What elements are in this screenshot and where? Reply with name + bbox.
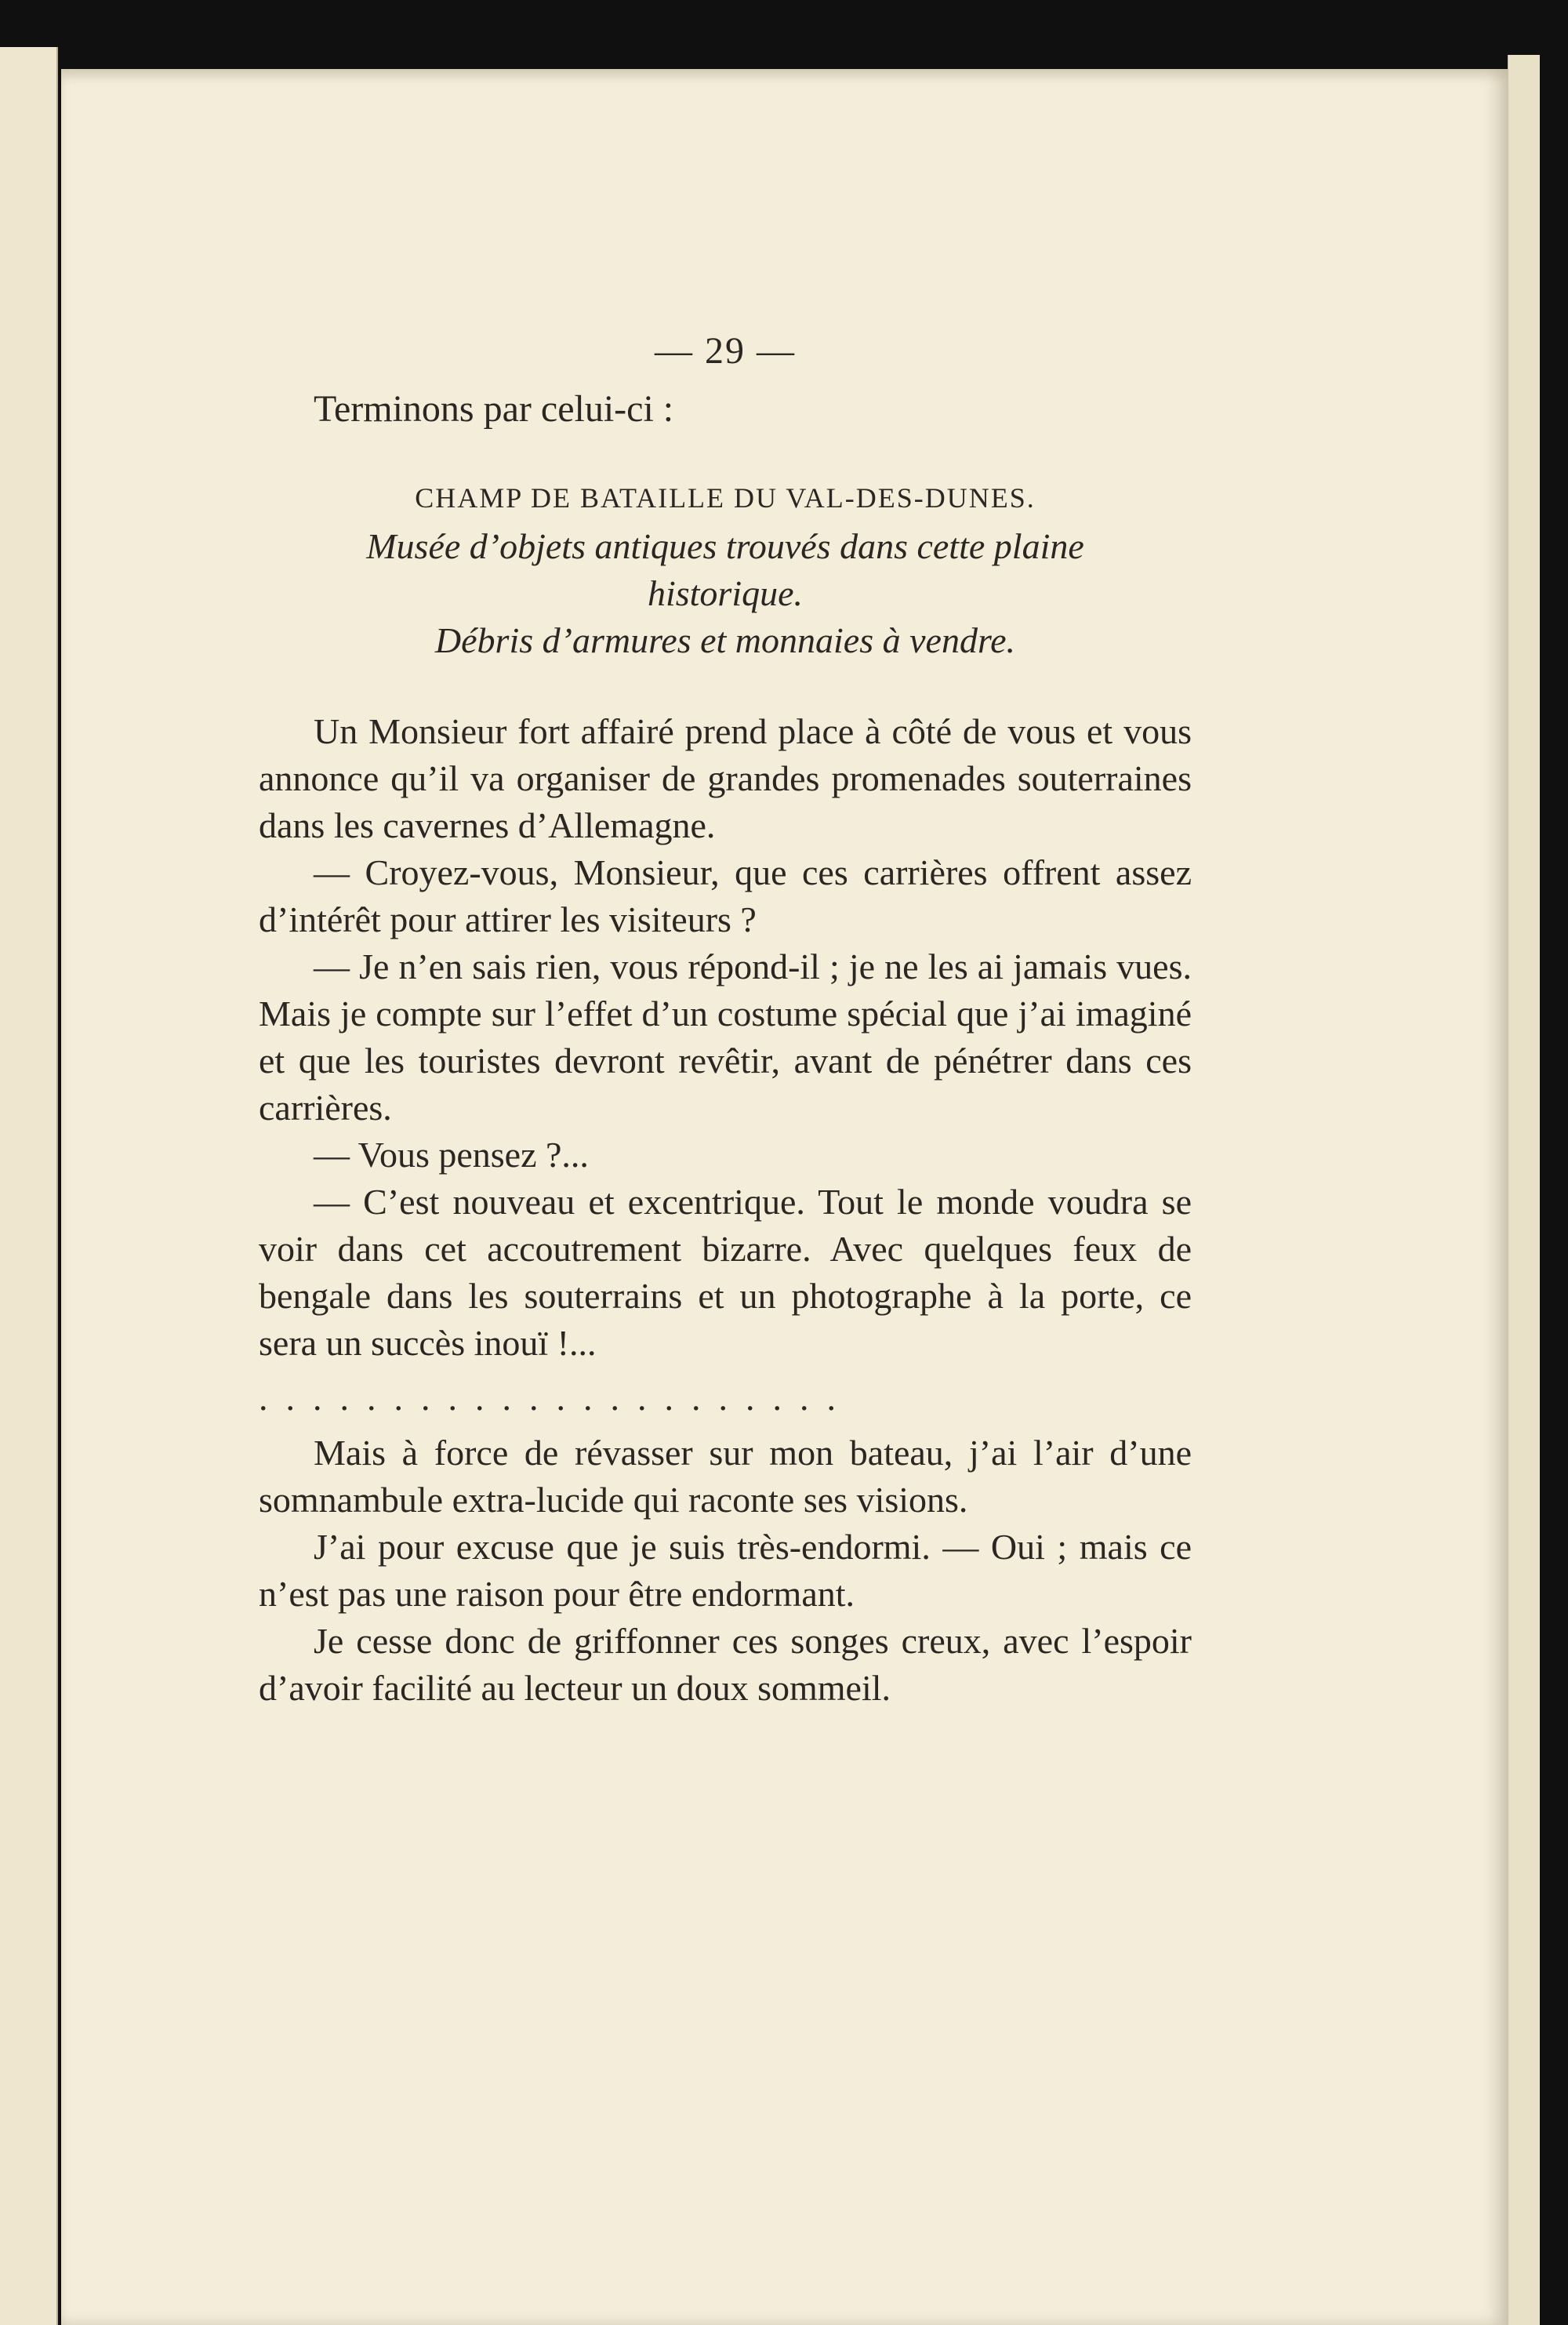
previous-page-edge xyxy=(0,47,58,2325)
intro-line: Terminons par celui-ci : xyxy=(314,388,674,430)
closing-paragraph-2: J’ai pour excuse que je suis très-endormi. — Oui ; mais ce n’est pas une raison pour être endormant. xyxy=(259,1527,1192,1614)
paragraph-4: — Vous pensez ?... xyxy=(314,1135,589,1175)
paragraph-5: — C’est nouveau et excentrique. Tout le monde voudra se voir dans cet accoutrement bizarre. Avec quelques feux de bengale dans les souterrains et un photographe à la porte, ce sera un succès inouï !... xyxy=(259,1182,1192,1363)
italic-line-3: Débris d’armures et monnaies à vendre. xyxy=(434,620,1016,660)
paragraph-3: — Je n’en sais rien, vous répond-il ; je ne les ai jamais vues. Mais je compte sur l’effet d’un costume spécial que j’ai imaginé et que les touristes devront revêtir, avant de pénétrer dans ces carrières. xyxy=(259,946,1192,1128)
paragraph-2: — Croyez-vous, Monsieur, que ces carrières offrent assez d’intérêt pour attirer les visiteurs ? xyxy=(259,852,1192,939)
closing-paragraph-3: Je cesse donc de griffonner ces songes creux, avec l’espoir d’avoir facilité au lecteur un doux sommeil. xyxy=(259,1621,1192,1708)
page-text xyxy=(259,329,1192,1712)
closing-paragraph-1: Mais à force de révasser sur mon bateau, j’ai l’air d’une somnambule extra-lucide qui raconte ses visions. xyxy=(259,1433,1192,1520)
italic-line-1: Musée d’objets antiques trouvés dans cette plaine xyxy=(366,526,1084,566)
page-number: — 29 — xyxy=(655,330,796,372)
paragraph-1: Un Monsieur fort affairé prend place à côté de vous et vous annonce qu’il va organiser de grandes promenades souterraines dans les cavernes d’Allemagne. xyxy=(259,711,1192,845)
dot-leader: ...................... xyxy=(259,1378,854,1418)
italic-line-2: historique. xyxy=(647,573,804,613)
section-heading: CHAMP DE BATAILLE DU VAL-DES-DUNES. xyxy=(415,482,1036,514)
page-stack-edge xyxy=(1508,55,1540,2325)
